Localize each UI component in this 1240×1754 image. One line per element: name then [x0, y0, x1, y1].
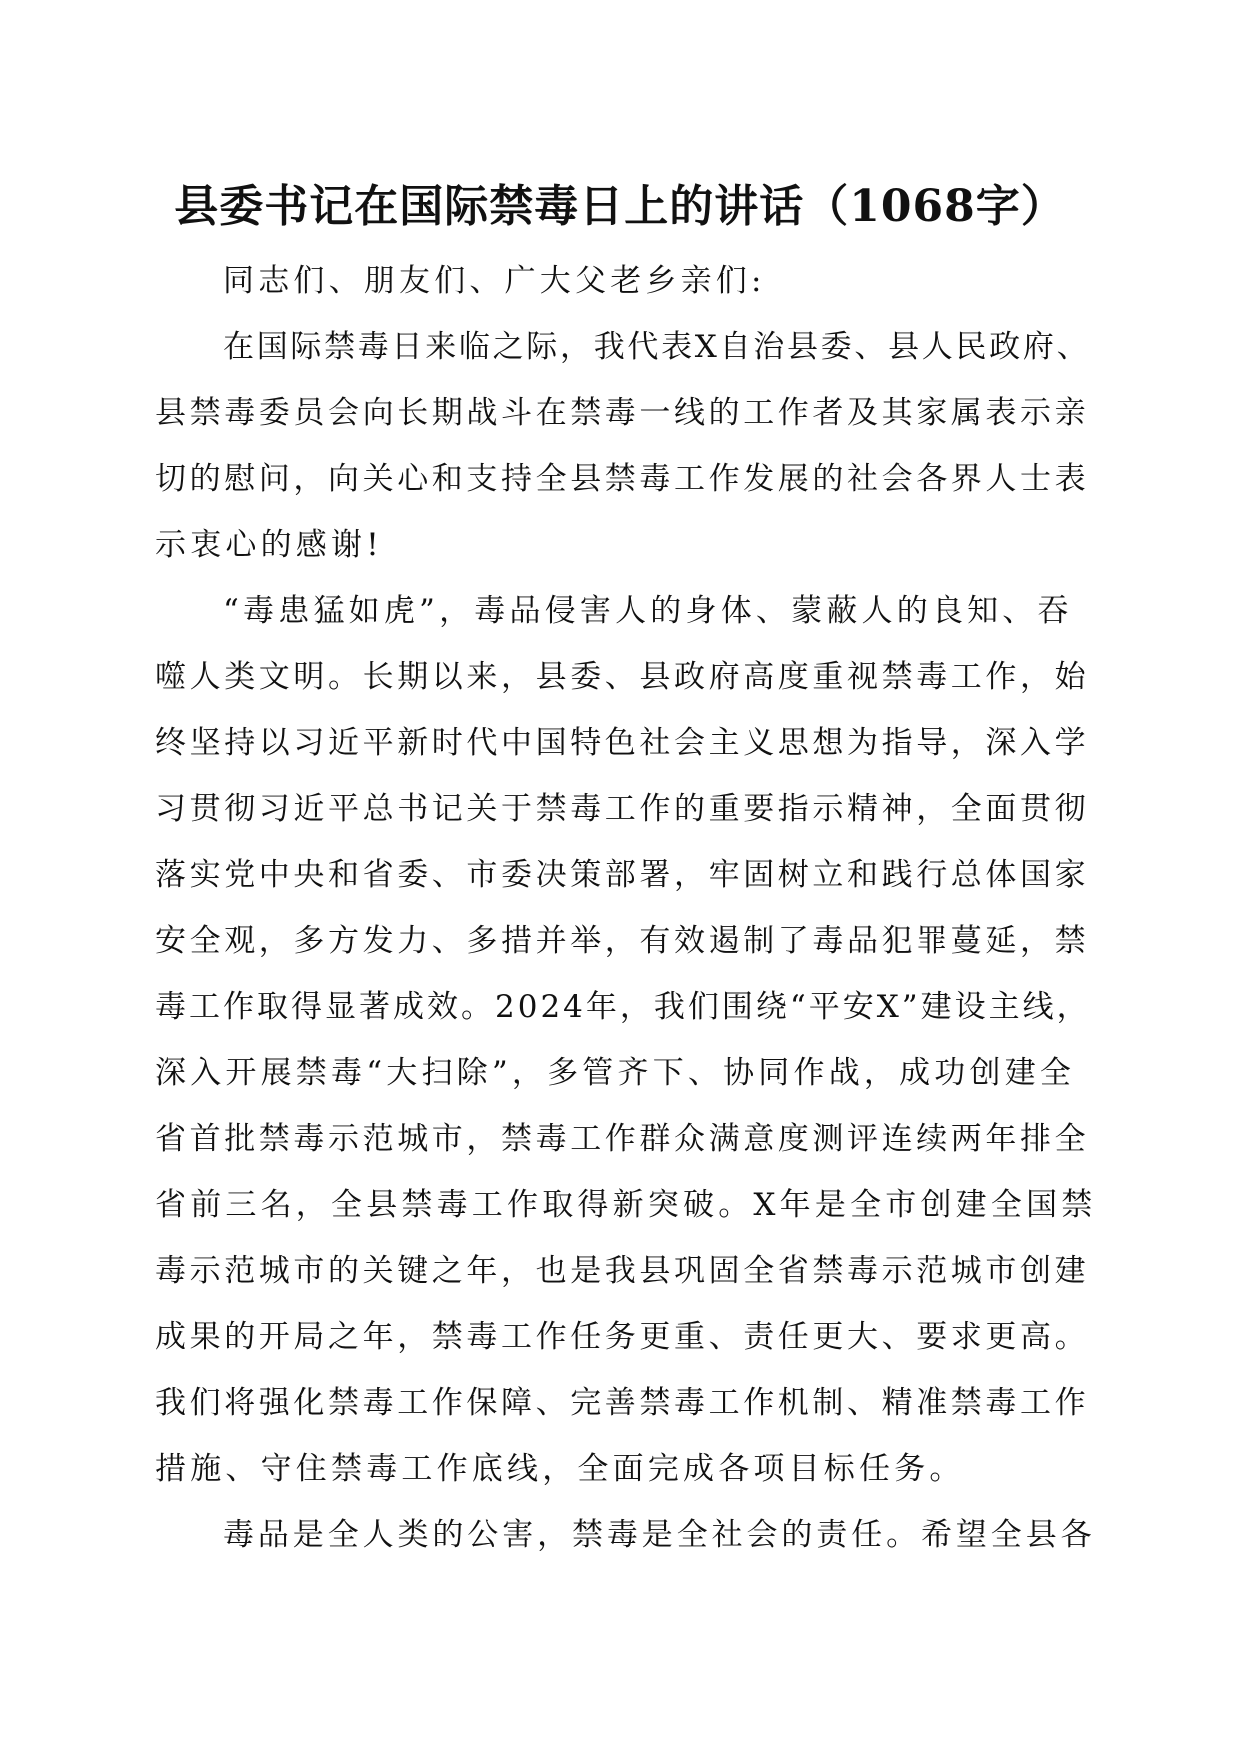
document-title: 县委书记在国际禁毒日上的讲话（1068字） [174, 181, 1066, 232]
body-line: 落实党中央和省委、市委决策部署，牢固树立和践行总体国家 [155, 857, 1090, 893]
document-body [155, 248, 1095, 1568]
body-line: 成果的开局之年，禁毒工作任务更重、责任更大、要求更高。 [155, 1319, 1090, 1355]
body-line: 习贯彻习近平总书记关于禁毒工作的重要指示精神，全面贯彻 [155, 791, 1090, 827]
body-line: 毒示范城市的关键之年，也是我县巩固全省禁毒示范城市创建 [155, 1253, 1090, 1289]
body-line: 噬人类文明。长期以来，县委、县政府高度重视禁毒工作，始 [155, 659, 1090, 695]
body-line: 毒工作取得显著成效。2024年，我们围绕“平安X”建设主线， [155, 989, 1091, 1025]
body-line: 县禁毒委员会向长期战斗在禁毒一线的工作者及其家属表示亲 [155, 395, 1090, 431]
body-line: 切的慰问，向关心和支持全县禁毒工作发展的社会各界人士表 [155, 461, 1090, 497]
body-line: 措施、守住禁毒工作底线，全面完成各项目标任务。 [155, 1451, 965, 1487]
body-line: 终坚持以习近平新时代中国特色社会主义思想为指导，深入学 [155, 725, 1090, 761]
body-line: 安全观，多方发力、多措并举，有效遏制了毒品犯罪蔓延，禁 [155, 923, 1090, 959]
body-line: 深入开展禁毒“大扫除”，多管齐下、协同作战，成功创建全 [155, 1055, 1076, 1091]
body-line: 省前三名，全县禁毒工作取得新突破。X年是全市创建全国禁 [155, 1187, 1097, 1223]
body-line: 示衷心的感谢! [155, 527, 383, 563]
body-line: 在国际禁毒日来临之际，我代表X自治县委、县人民政府、 [223, 329, 1091, 365]
body-line: 省首批禁毒示范城市，禁毒工作群众满意度测评连续两年排全 [155, 1121, 1090, 1157]
body-line: “毒患猛如虎”，毒品侵害人的身体、蒙蔽人的良知、吞 [223, 593, 1073, 629]
body-line: 毒品是全人类的公害，禁毒是全社会的责任。希望全县各 [223, 1517, 1096, 1553]
body-line: 同志们、朋友们、广大父老乡亲们: [223, 263, 766, 299]
body-line: 我们将强化禁毒工作保障、完善禁毒工作机制、精准禁毒工作 [155, 1385, 1090, 1421]
